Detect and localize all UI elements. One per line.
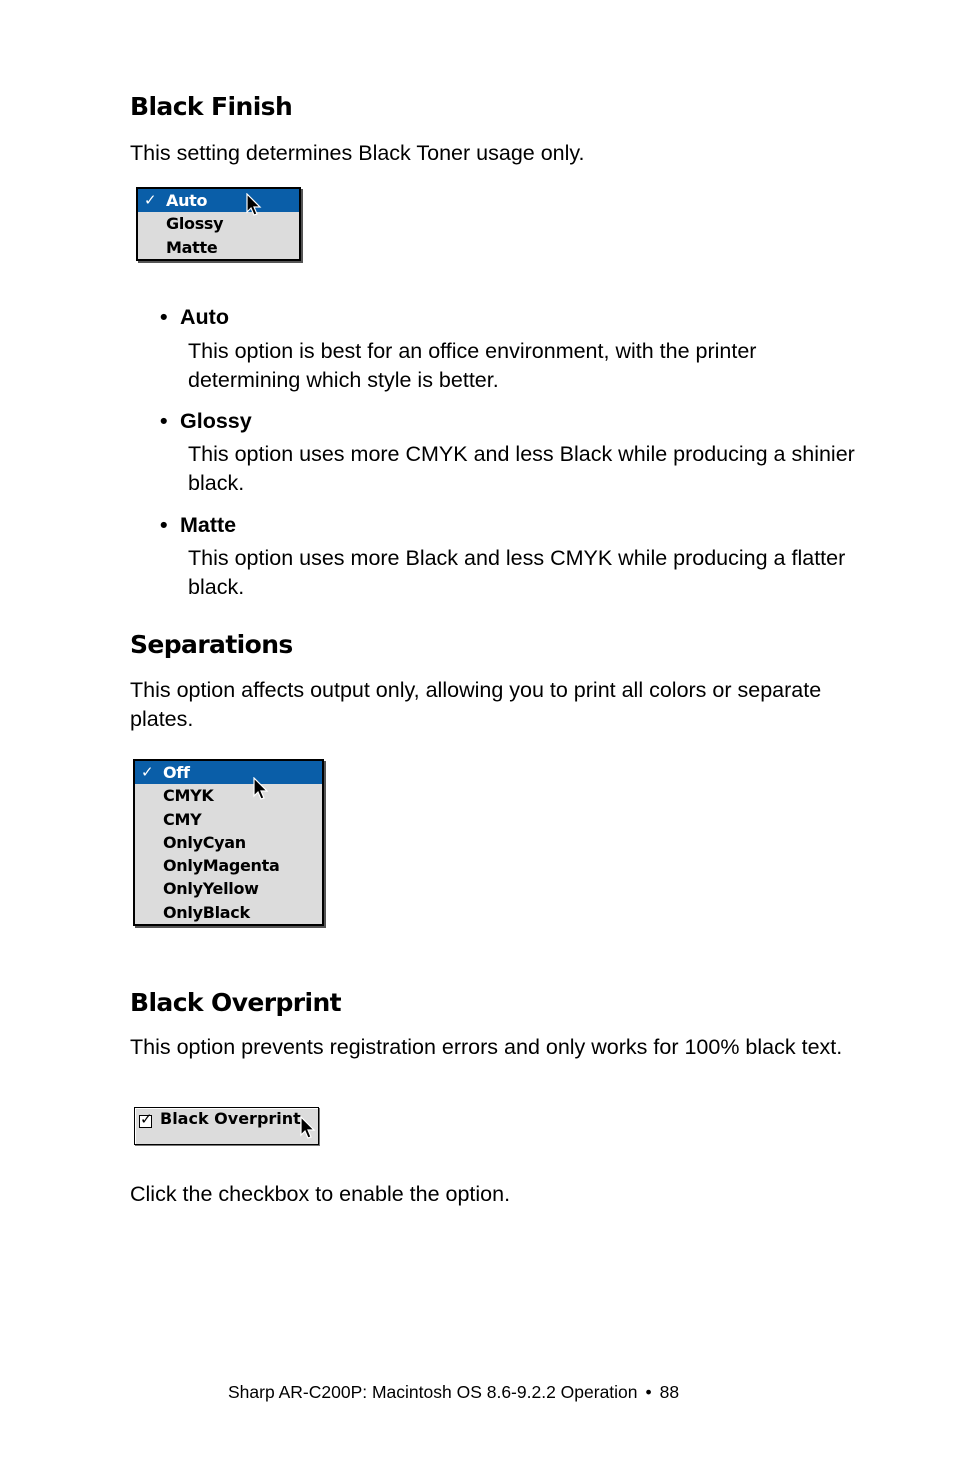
bullet-icon: • bbox=[160, 513, 168, 537]
footer-text: Sharp AR-C200P: Macintosh OS 8.6-9.2.2 Operation bbox=[228, 1382, 638, 1402]
option-title-auto: • Auto bbox=[160, 305, 229, 329]
menu-item-label: OnlyCyan bbox=[163, 832, 246, 852]
menu-item-label: OnlyBlack bbox=[163, 902, 250, 922]
menu-item-auto[interactable] bbox=[138, 189, 299, 212]
menu-item-onlycyan[interactable] bbox=[135, 831, 322, 854]
bullet-icon: • bbox=[160, 305, 168, 329]
arrow-cursor-icon bbox=[300, 1116, 316, 1140]
check-icon: ✓ bbox=[141, 763, 154, 781]
menu-item-cmy[interactable] bbox=[135, 808, 322, 831]
option-desc-auto: This option is best for an office environment, with the printer determining which style is better. bbox=[188, 339, 757, 392]
page-number: 88 bbox=[659, 1382, 680, 1402]
menu-item-off[interactable] bbox=[135, 761, 322, 784]
check-icon: ✓ bbox=[140, 1110, 153, 1128]
menu-item-label: Glossy bbox=[166, 214, 224, 234]
section-title-black-finish: Black Finish bbox=[130, 92, 293, 121]
black-finish-description: This setting determines Black Toner usage only. bbox=[130, 141, 585, 165]
check-icon: ✓ bbox=[144, 191, 157, 209]
menu-item-label: Matte bbox=[166, 237, 218, 257]
section-title-separations: Separations bbox=[130, 630, 293, 659]
menu-item-glossy[interactable] bbox=[138, 212, 299, 235]
menu-item-onlyyellow[interactable] bbox=[135, 877, 322, 900]
black-overprint-checkbox[interactable] bbox=[139, 1110, 153, 1128]
menu-item-onlyblack[interactable] bbox=[135, 901, 322, 924]
menu-item-onlymagenta[interactable] bbox=[135, 854, 322, 877]
menu-item-label: CMY bbox=[163, 809, 202, 829]
footer-bullet: • bbox=[645, 1382, 652, 1402]
separations-popup-menu[interactable] bbox=[133, 759, 324, 926]
separations-description: This option affects output only, allowing you to print all colors or separate plates. bbox=[130, 678, 822, 731]
black-overprint-description: This option prevents registration errors and only works for 100% black text. bbox=[130, 1035, 843, 1059]
menu-item-matte[interactable] bbox=[138, 236, 299, 259]
menu-item-label: Auto bbox=[166, 191, 208, 210]
menu-item-label: CMYK bbox=[163, 786, 214, 806]
section-title-black-overprint: Black Overprint bbox=[130, 988, 342, 1017]
menu-item-label: OnlyMagenta bbox=[163, 856, 280, 876]
black-overprint-checkbox-control[interactable] bbox=[134, 1107, 319, 1145]
menu-item-label: Off bbox=[163, 763, 190, 782]
option-desc-glossy: This option uses more CMYK and less Black while producing a shinier black. bbox=[188, 442, 855, 495]
checkbox-label: Black Overprint bbox=[160, 1109, 301, 1128]
black-overprint-instruction: Click the checkbox to enable the option. bbox=[130, 1182, 511, 1206]
menu-item-cmyk[interactable] bbox=[135, 784, 322, 807]
menu-item-label: OnlyYellow bbox=[163, 879, 259, 899]
option-title-glossy: • Glossy bbox=[160, 409, 252, 433]
bullet-icon: • bbox=[160, 409, 168, 433]
option-desc-matte: This option uses more Black and less CMYK while producing a flatter black. bbox=[188, 546, 846, 599]
black-finish-popup-menu[interactable] bbox=[136, 187, 301, 261]
option-title-matte: • Matte bbox=[160, 513, 237, 537]
